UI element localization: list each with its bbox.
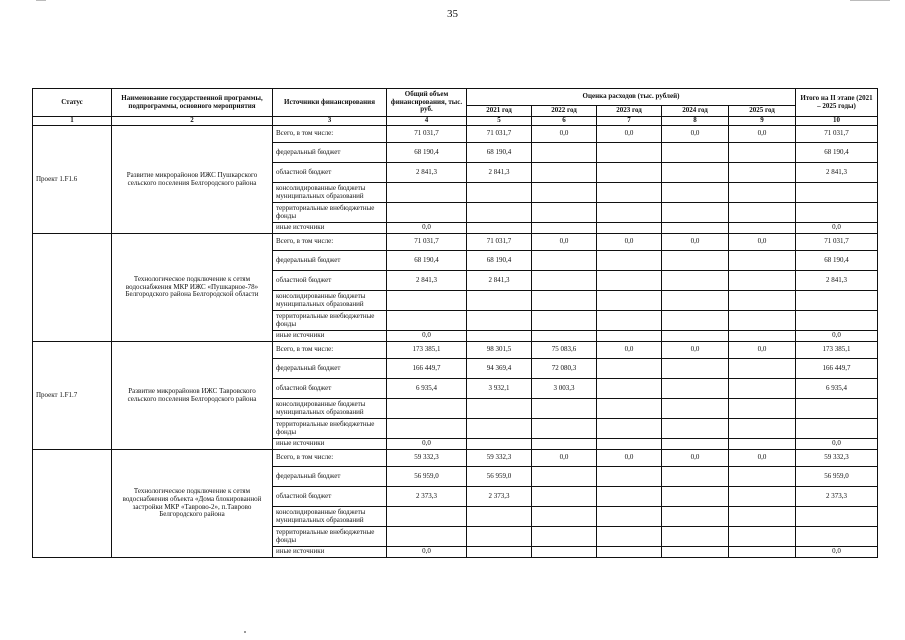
funding-source-cell: иные источники — [273, 547, 387, 558]
amount-cell: 0,0 — [729, 234, 796, 251]
amount-cell — [597, 331, 662, 342]
funding-source-cell: территориальные внебюджетные фонды — [273, 419, 387, 439]
amount-cell — [729, 331, 796, 342]
amount-cell — [532, 311, 597, 331]
amount-cell — [532, 271, 597, 291]
funding-source-cell: иные источники — [273, 331, 387, 342]
funding-source-cell: областной бюджет — [273, 379, 387, 399]
header-estimate: Оценка расходов (тыс. рублей) — [467, 89, 796, 106]
amount-cell: 0,0 — [796, 223, 878, 234]
amount-cell — [729, 271, 796, 291]
amount-cell: 2 373,3 — [796, 487, 878, 507]
measure-name-cell: Технологическое подключение к сетям водоснабжения объекта «Дома блокированной застройки МКР «Таврово-2», п.Таврово Белгородского района — [112, 450, 273, 558]
amount-cell — [387, 419, 467, 439]
amount-cell: 0,0 — [796, 547, 878, 558]
amount-cell — [532, 399, 597, 419]
amount-cell: 6 935,4 — [387, 379, 467, 399]
funding-source-cell: территориальные внебюджетные фонды — [273, 311, 387, 331]
amount-cell — [467, 291, 532, 311]
amount-cell — [662, 331, 729, 342]
amount-cell — [597, 143, 662, 163]
amount-cell — [729, 311, 796, 331]
amount-cell — [532, 467, 597, 487]
amount-cell — [597, 547, 662, 558]
table-row — [33, 234, 878, 251]
measure-name-cell: Развитие микрорайонов ИЖС Пушкарского сельского поселения Белгородского района — [112, 126, 273, 234]
column-number: 3 — [273, 117, 387, 126]
column-number: 1 — [33, 117, 112, 126]
amount-cell — [796, 419, 878, 439]
amount-cell: 0,0 — [597, 342, 662, 359]
funding-source-cell: Всего, в том числе: — [273, 342, 387, 359]
amount-cell: 68 190,4 — [387, 251, 467, 271]
table-row — [33, 450, 878, 467]
amount-cell — [662, 547, 729, 558]
amount-cell: 2 841,3 — [467, 271, 532, 291]
amount-cell: 6 935,4 — [796, 379, 878, 399]
column-number: 6 — [532, 117, 597, 126]
amount-cell: 2 373,3 — [467, 487, 532, 507]
amount-cell — [387, 291, 467, 311]
amount-cell — [729, 439, 796, 450]
status-cell — [33, 450, 112, 558]
amount-cell — [467, 527, 532, 547]
amount-cell: 0,0 — [532, 126, 597, 143]
amount-cell: 0,0 — [729, 342, 796, 359]
amount-cell — [467, 419, 532, 439]
amount-cell — [662, 163, 729, 183]
amount-cell: 0,0 — [597, 450, 662, 467]
amount-cell — [729, 203, 796, 223]
amount-cell: 71 031,7 — [796, 234, 878, 251]
amount-cell: 2 373,3 — [387, 487, 467, 507]
amount-cell — [387, 507, 467, 527]
column-number: 8 — [662, 117, 729, 126]
amount-cell — [387, 399, 467, 419]
funding-source-cell: областной бюджет — [273, 163, 387, 183]
amount-cell — [597, 251, 662, 271]
amount-cell — [597, 183, 662, 203]
amount-cell — [387, 203, 467, 223]
amount-cell — [467, 507, 532, 527]
amount-cell — [729, 467, 796, 487]
amount-cell — [662, 143, 729, 163]
funding-source-cell: федеральный бюджет — [273, 467, 387, 487]
amount-cell: 0,0 — [729, 126, 796, 143]
amount-cell — [662, 487, 729, 507]
amount-cell — [532, 203, 597, 223]
amount-cell: 68 190,4 — [387, 143, 467, 163]
header-total-volume: Общий объем финансирования, тыс. руб. — [387, 89, 467, 117]
amount-cell — [597, 359, 662, 379]
column-number: 7 — [597, 117, 662, 126]
amount-cell — [597, 467, 662, 487]
amount-cell: 173 385,1 — [387, 342, 467, 359]
amount-cell: 2 841,3 — [387, 271, 467, 291]
amount-cell: 56 959,0 — [796, 467, 878, 487]
measure-name-cell: Развитие микрорайонов ИЖС Тавровского сельского поселения Белгородского района — [112, 342, 273, 450]
amount-cell: 56 959,0 — [387, 467, 467, 487]
scan-artifact — [850, 0, 890, 1]
header-year: 2024 год — [662, 106, 729, 117]
amount-cell — [387, 527, 467, 547]
amount-cell: 71 031,7 — [387, 234, 467, 251]
amount-cell — [532, 487, 597, 507]
funding-source-cell: территориальные внебюджетные фонды — [273, 203, 387, 223]
funding-source-cell: иные источники — [273, 223, 387, 234]
amount-cell — [662, 399, 729, 419]
amount-cell — [532, 439, 597, 450]
amount-cell — [597, 203, 662, 223]
column-number: 9 — [729, 117, 796, 126]
amount-cell — [467, 547, 532, 558]
amount-cell: 68 190,4 — [796, 251, 878, 271]
amount-cell: 0,0 — [532, 450, 597, 467]
funding-source-cell: областной бюджет — [273, 271, 387, 291]
amount-cell — [729, 251, 796, 271]
amount-cell — [597, 507, 662, 527]
amount-cell: 0,0 — [597, 126, 662, 143]
amount-cell: 0,0 — [387, 547, 467, 558]
amount-cell — [662, 311, 729, 331]
amount-cell — [662, 467, 729, 487]
budget-table — [32, 88, 878, 558]
amount-cell — [662, 527, 729, 547]
amount-cell — [597, 271, 662, 291]
amount-cell: 0,0 — [387, 223, 467, 234]
funding-source-cell: Всего, в том числе: — [273, 126, 387, 143]
amount-cell — [532, 419, 597, 439]
status-cell: Проект 1.F1.6 — [33, 126, 112, 234]
amount-cell — [532, 143, 597, 163]
page-number: 35 — [447, 8, 458, 20]
amount-cell — [467, 223, 532, 234]
amount-cell: 2 841,3 — [796, 163, 878, 183]
amount-cell — [467, 439, 532, 450]
amount-cell — [532, 223, 597, 234]
status-cell: Проект 1.F1.7 — [33, 342, 112, 450]
column-number: 10 — [796, 117, 878, 126]
amount-cell — [729, 143, 796, 163]
amount-cell — [796, 291, 878, 311]
column-number-row — [33, 117, 878, 126]
amount-cell: 59 332,3 — [796, 450, 878, 467]
amount-cell — [662, 419, 729, 439]
amount-cell — [532, 251, 597, 271]
column-number: 5 — [467, 117, 532, 126]
amount-cell — [467, 311, 532, 331]
amount-cell: 0,0 — [662, 450, 729, 467]
amount-cell: 71 031,7 — [467, 126, 532, 143]
funding-source-cell: территориальные внебюджетные фонды — [273, 527, 387, 547]
amount-cell: 68 190,4 — [467, 251, 532, 271]
amount-cell — [729, 379, 796, 399]
table-row — [33, 342, 878, 359]
amount-cell: 0,0 — [387, 331, 467, 342]
amount-cell: 166 449,7 — [796, 359, 878, 379]
amount-cell: 0,0 — [387, 439, 467, 450]
amount-cell: 2 841,3 — [467, 163, 532, 183]
amount-cell: 71 031,7 — [467, 234, 532, 251]
amount-cell — [662, 379, 729, 399]
column-number: 4 — [387, 117, 467, 126]
amount-cell — [597, 399, 662, 419]
amount-cell — [662, 271, 729, 291]
funding-source-cell: федеральный бюджет — [273, 251, 387, 271]
amount-cell — [729, 291, 796, 311]
scan-artifact — [36, 0, 46, 1]
amount-cell — [597, 311, 662, 331]
amount-cell: 71 031,7 — [387, 126, 467, 143]
funding-source-cell: иные источники — [273, 439, 387, 450]
amount-cell: 0,0 — [796, 439, 878, 450]
amount-cell — [796, 203, 878, 223]
amount-cell — [467, 203, 532, 223]
amount-cell: 3 003,3 — [532, 379, 597, 399]
amount-cell — [532, 331, 597, 342]
amount-cell — [662, 223, 729, 234]
table-body — [33, 126, 878, 558]
amount-cell — [729, 183, 796, 203]
amount-cell — [796, 399, 878, 419]
scan-artifact — [244, 631, 246, 633]
funding-source-cell: Всего, в том числе: — [273, 450, 387, 467]
amount-cell — [796, 527, 878, 547]
amount-cell — [796, 507, 878, 527]
amount-cell — [729, 399, 796, 419]
amount-cell — [597, 379, 662, 399]
funding-source-cell: федеральный бюджет — [273, 359, 387, 379]
header-year: 2021 год — [467, 106, 532, 117]
amount-cell — [662, 291, 729, 311]
amount-cell — [532, 527, 597, 547]
header-sources: Источники финансирования — [273, 89, 387, 117]
amount-cell: 56 959,0 — [467, 467, 532, 487]
amount-cell: 0,0 — [597, 234, 662, 251]
amount-cell — [597, 527, 662, 547]
amount-cell — [729, 507, 796, 527]
amount-cell — [597, 439, 662, 450]
header-year: 2025 год — [729, 106, 796, 117]
amount-cell: 2 841,3 — [796, 271, 878, 291]
measure-name-cell: Технологическое подключение к сетям водоснабжения МКР ИЖС «Пушкарное-78» Белгородского района Белгородской области — [112, 234, 273, 342]
funding-source-cell: консолидированные бюджеты муниципальных образований — [273, 399, 387, 419]
amount-cell — [387, 311, 467, 331]
header-year: 2022 год — [532, 106, 597, 117]
amount-cell — [532, 507, 597, 527]
amount-cell — [729, 419, 796, 439]
amount-cell — [532, 163, 597, 183]
header-year: 2023 год — [597, 106, 662, 117]
amount-cell — [532, 183, 597, 203]
funding-source-cell: консолидированные бюджеты муниципальных образований — [273, 183, 387, 203]
amount-cell: 71 031,7 — [796, 126, 878, 143]
funding-source-cell: Всего, в том числе: — [273, 234, 387, 251]
amount-cell: 94 369,4 — [467, 359, 532, 379]
amount-cell: 68 190,4 — [467, 143, 532, 163]
amount-cell — [662, 507, 729, 527]
amount-cell: 3 932,1 — [467, 379, 532, 399]
header-status: Статус — [33, 89, 112, 117]
amount-cell: 2 841,3 — [387, 163, 467, 183]
amount-cell: 0,0 — [662, 126, 729, 143]
amount-cell: 68 190,4 — [796, 143, 878, 163]
amount-cell — [729, 359, 796, 379]
amount-cell: 0,0 — [662, 342, 729, 359]
amount-cell — [597, 419, 662, 439]
amount-cell — [796, 311, 878, 331]
amount-cell — [729, 163, 796, 183]
amount-cell: 59 332,3 — [467, 450, 532, 467]
amount-cell: 98 301,5 — [467, 342, 532, 359]
amount-cell: 72 080,3 — [532, 359, 597, 379]
amount-cell: 0,0 — [796, 331, 878, 342]
funding-source-cell: областной бюджет — [273, 487, 387, 507]
funding-source-cell: консолидированные бюджеты муниципальных образований — [273, 507, 387, 527]
amount-cell: 166 449,7 — [387, 359, 467, 379]
amount-cell — [597, 487, 662, 507]
amount-cell — [662, 251, 729, 271]
funding-source-cell: федеральный бюджет — [273, 143, 387, 163]
amount-cell — [532, 547, 597, 558]
amount-cell — [387, 183, 467, 203]
amount-cell — [467, 183, 532, 203]
table-header — [33, 89, 878, 126]
amount-cell — [729, 547, 796, 558]
amount-cell — [729, 527, 796, 547]
amount-cell: 0,0 — [729, 450, 796, 467]
amount-cell: 59 332,3 — [387, 450, 467, 467]
column-number: 2 — [112, 117, 273, 126]
amount-cell — [532, 291, 597, 311]
status-cell — [33, 234, 112, 342]
amount-cell: 173 385,1 — [796, 342, 878, 359]
amount-cell: 0,0 — [532, 234, 597, 251]
amount-cell — [597, 163, 662, 183]
amount-cell: 0,0 — [662, 234, 729, 251]
amount-cell — [662, 359, 729, 379]
header-stage-total: Итого на II этапе (2021 – 2025 годы) — [796, 89, 878, 117]
amount-cell — [662, 203, 729, 223]
amount-cell — [597, 223, 662, 234]
amount-cell: 75 083,6 — [532, 342, 597, 359]
amount-cell — [467, 399, 532, 419]
amount-cell — [729, 223, 796, 234]
funding-source-cell: консолидированные бюджеты муниципальных образований — [273, 291, 387, 311]
amount-cell — [729, 487, 796, 507]
amount-cell — [662, 439, 729, 450]
table-row — [33, 126, 878, 143]
amount-cell — [597, 291, 662, 311]
amount-cell — [796, 183, 878, 203]
header-name: Наименование государственной программы, подпрограммы, основного мероприятия — [112, 89, 273, 117]
amount-cell — [662, 183, 729, 203]
amount-cell — [467, 331, 532, 342]
